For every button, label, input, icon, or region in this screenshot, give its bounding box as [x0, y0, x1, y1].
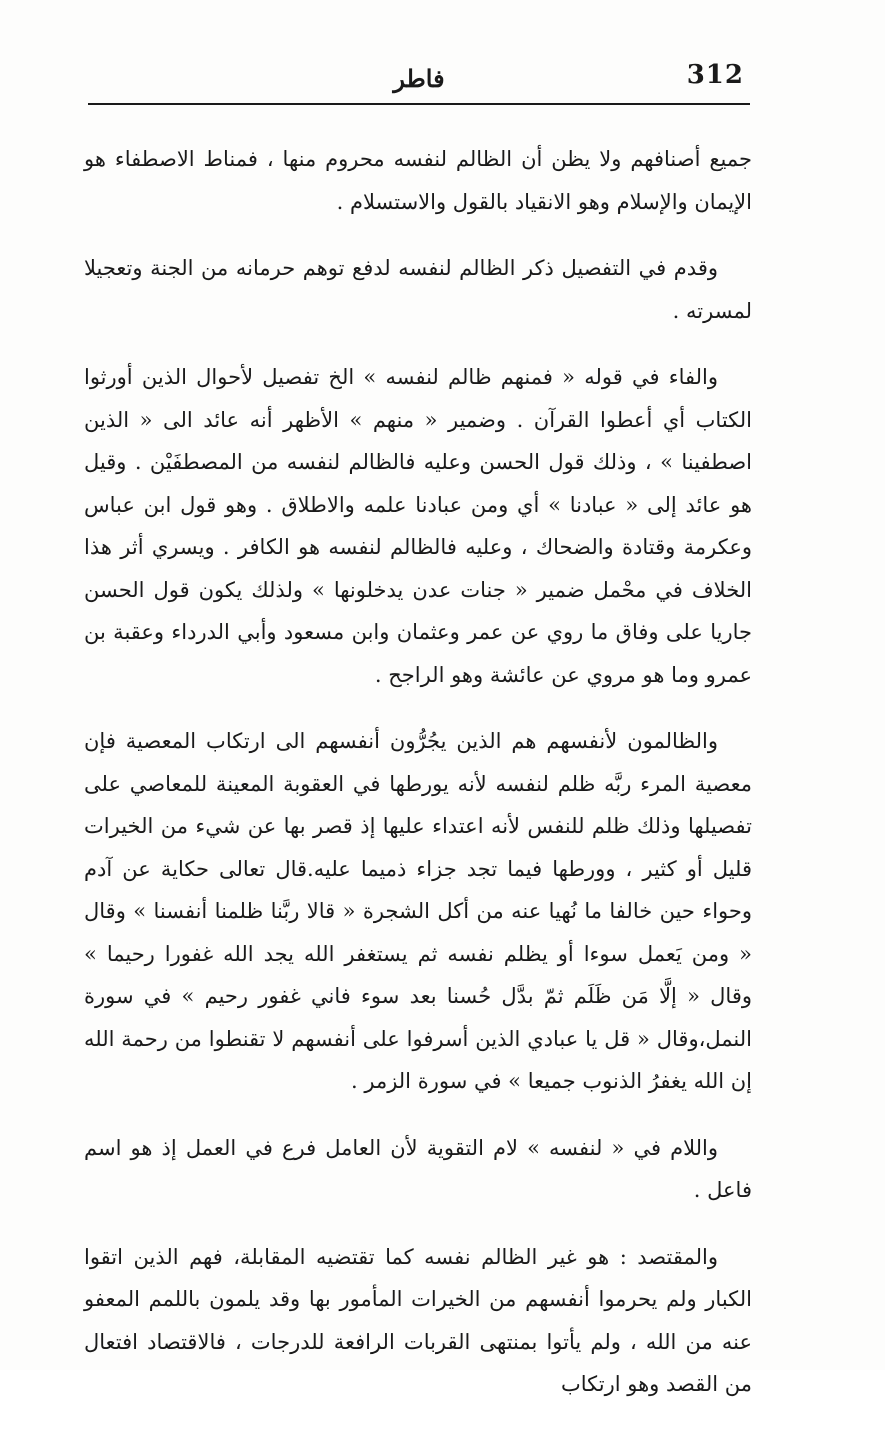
paragraph-5: واللام في « لنفسه » لام التقوية لأن العامل فرع في العمل إذ هو اسم فاعل .	[84, 1135, 752, 1202]
paragraph-3: والفاء في قوله « فمنهم ظالم لنفسه » الخ تفصيل لأحوال الذين أورثوا الكتاب أي أعطوا القرآن . وضمير « منهم » الأظهر أنه عائد الى « الذين اصطفينا » ، وذلك قول الحسن وعليه فالظالم لنفسه من المصطفَيْن . وقيل هو عائد إلى « عبادنا » أي ومن عبادنا علمه والاطلاق . وهو قول ابن عباس وعكرمة وقتادة والضحاك ، وعليه فالظالم لنفسه هو الكافر . ويسري أثر هذا الخلاف في محْمل ضمير « جنات عدن يدخلونها » ولذلك يكون قول الحسن جاريا على وفاق ما روي عن عمر وعثمان وابن مسعود وأبي الدرداء وعقبة بن عمرو وما هو مروي عن عائشة وهو الراجح .	[84, 365, 752, 687]
paragraph-6: والمقتصد : هو غير الظالم نفسه كما تقتضيه المقابلة، فهم الذين اتقوا الكبار ولم يحرموا أنفسهم من الخيرات المأمور بها وقد يلمون باللمم المعفو عنه من الله ، ولم يأتوا بمنتهى القربات الرافعة للدرجات ، فالاقتصاد افتعال من القصد وهو ارتكاب	[84, 1244, 752, 1396]
surah-title: فاطر	[393, 64, 445, 93]
page-number: 312	[686, 60, 744, 90]
page-body	[84, 138, 752, 1430]
paragraph-1: جميع أصنافهم ولا يظن أن الظالم لنفسه محروم منها ، فمناط الاصطفاء هو الإيمان والإسلام وهو الانقياد بالقول والاستسلام .	[84, 147, 752, 214]
paragraph-4: والظالمون لأنفسهم هم الذين يجُرُّون أنفسهم الى ارتكاب المعصية فإن معصية المرء ربَّه ظلم لنفسه لأنه يورطها في العقوبة المعينة للمعاصي على تفصيلها وذلك ظلم للنفس لأنه اعتداء عليها إذ قصر بها عن شيء من الخيرات قليل أو كثير ، وورطها فيما تجد جزاء ذميما عليه.قال تعالى حكاية عن آدم وحواء حين خالفا ما نُهيا عنه من أكل الشجرة « قالا ربَّنا ظلمنا أنفسنا » وقال « ومن يَعمل سوءا أو يظلم نفسه ثم يستغفر الله يجد الله غفورا رحيما » وقال « إلَّا مَن ظَلَم ثمّ بدَّل حُسنا بعد سوء فاني غفور رحيم » في سورة النمل،وقال « قل يا عبادي الذين أسرفوا على أنفسهم لا تقنطوا من رحمة الله إن الله يغفرُ الذنوب جميعا » في سورة الزمر .	[84, 729, 752, 1093]
header-divider	[88, 103, 750, 105]
page-header	[88, 58, 750, 102]
paragraph-2: وقدم في التفصيل ذكر الظالم لنفسه لدفع توهم حرمانه من الجنة وتعجيلا لمسرته .	[84, 256, 752, 323]
